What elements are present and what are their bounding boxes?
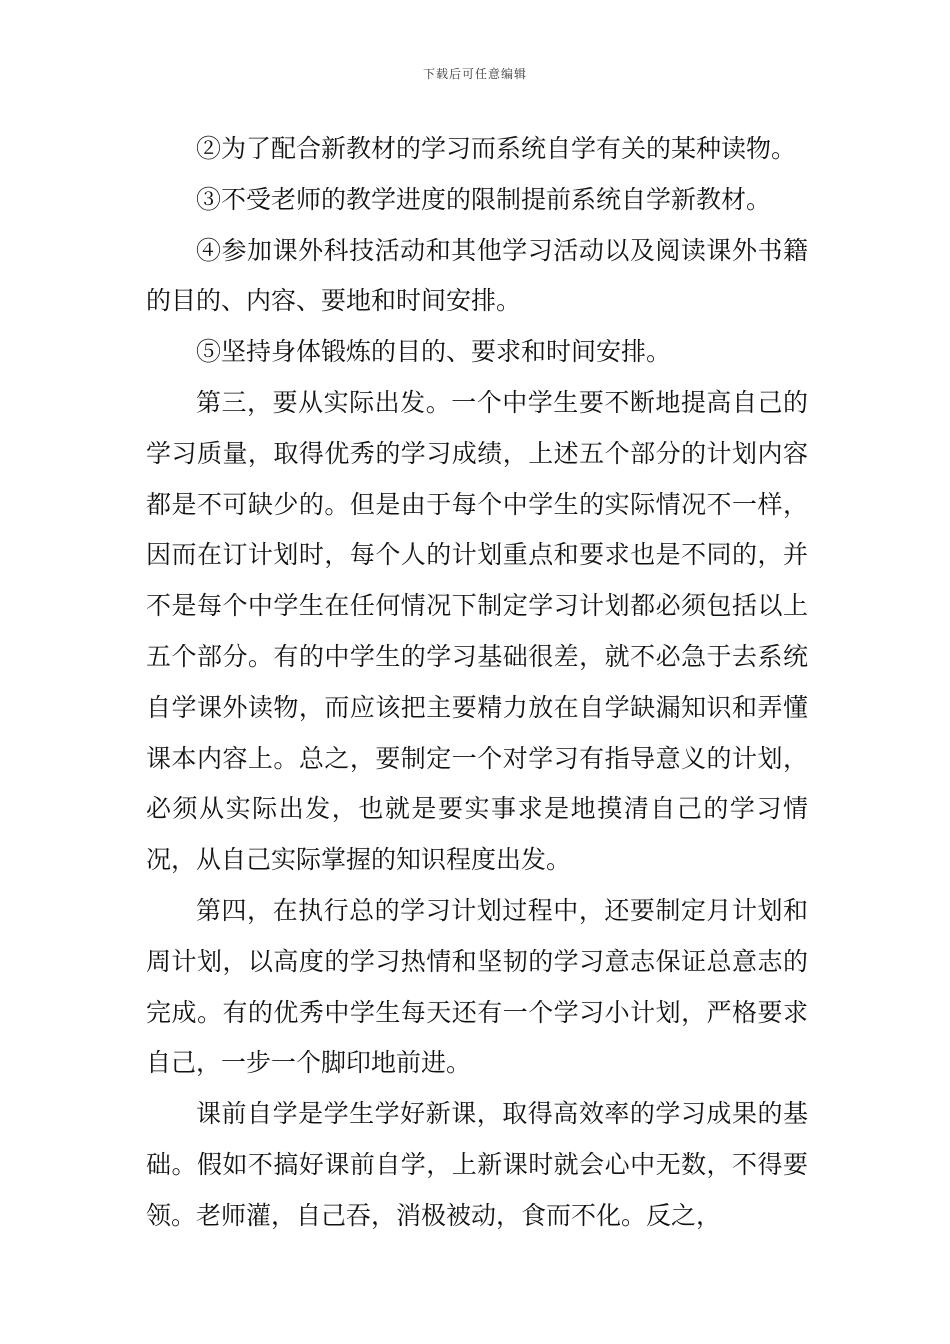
paragraph-third-point: 第三，要从实际出发。一个中学生要不断地提高自己的学习质量，取得优秀的学习成绩，上述五个部分的计划内容都是不可缺少的。但是由于每个中学生的实际情况不一样，因而在订计划时，每个人的计划重点和要求也是不同的，并不是每个中学生在任何情况下制定学习计划都必须包括以上五个部分。有的中学生的学习基础很差，就不必急于去系统自学课外读物，而应该把主要精力放在自学缺漏知识和弄懂课本内容上。总之，要制定一个对学习有指导意义的计划，必须从实际出发，也就是要实事求是地摸清自己的学习情况，从自己实际掌握的知识程度出发。 [146, 387, 808, 875]
paragraph-pre-class-study: 课前自学是学生学好新课，取得高效率的学习成果的基础。假如不搞好课前自学，上新课时就会心中无数，不得要领。老师灌，自己吞，消极被动，食而不化。反之， [146, 1099, 808, 1230]
document-body [146, 124, 808, 1242]
paragraph-item-5: ⑤坚持身体锻炼的目的、要求和时间安排。 [196, 337, 672, 367]
paragraph-item-4: ④参加课外科技活动和其他学习活动以及阅读课外书籍的目的、内容、要地和时间安排。 [146, 235, 808, 316]
paragraph-item-3: ③不受老师的教学进度的限制提前系统自学新教材。 [196, 184, 772, 214]
paragraph-item-2: ②为了配合新教材的学习而系统自学有关的某种读物。 [196, 134, 797, 163]
paragraph-fourth-point: 第四，在执行总的学习计划过程中，还要制定月计划和周计划，以高度的学习热情和坚韧的学习意志保证总意志的完成。有的优秀中学生每天还有一个学习小计划，严格要求自己，一步一个脚印地前进。 [146, 895, 808, 1078]
page-header: 下载后可任意编辑 [422, 67, 527, 81]
